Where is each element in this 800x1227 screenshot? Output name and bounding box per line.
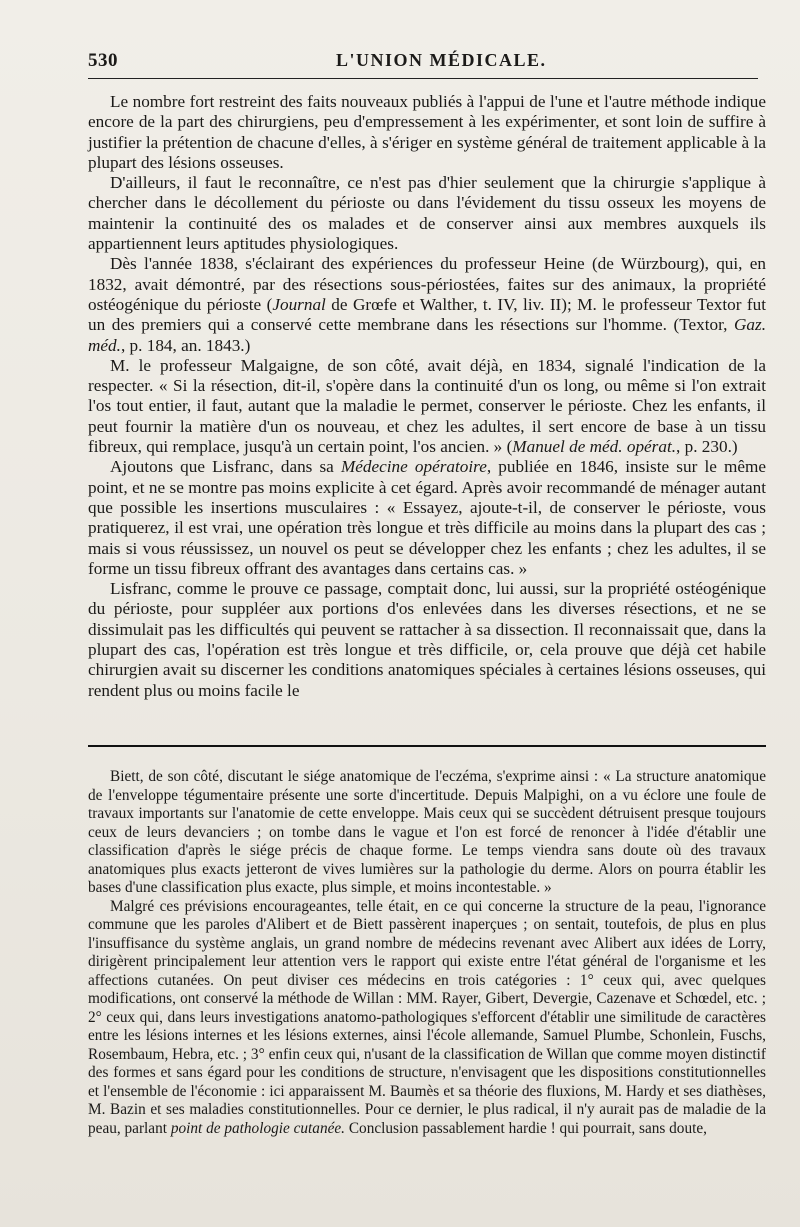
paragraph: M. le professeur Malgaigne, de son côté, avait déjà, en 1834, signalé l'indication de la respecter. « Si la résection, dit-il, s'opère dans la continuité d'un os long, ou même si l'on extrait l'os tout entier, il faut, autant que la maladie le permet, conserver le périoste. Chez les enfants, il peut fournir la matière d'un os nouveau, et chez les adultes, il sert encore de base à un tissu fibreux, qui remplace, jusqu'à un certain point, l'os ancien. » (Manuel de méd. opérat., p. 230.) xyxy=(88,355,766,457)
paragraph: Le nombre fort restreint des faits nouveaux publiés à l'appui de l'une et l'autre méthode indique encore de la part des chirurgiens, peu d'empressement à les expérimenter, et sont loin de suffire à justifier la prétention de chacune d'elles, à s'ériger en système général de traitement applicable à la plupart des lésions osseuses. xyxy=(88,92,766,172)
footnote-text xyxy=(88,768,766,1138)
paragraph: D'ailleurs, il faut le reconnaître, ce n'est pas d'hier seulement que la chirurgie s'applique à chercher dans le décollement du périoste ou dans l'évidement du tissu osseux les moyens de maintenir la continuité des os malades et de conserver ainsi aux membres auxquels ils appartiennent leurs aptitudes physiologiques. xyxy=(88,173,766,254)
paragraph: Lisfranc, comme le prouve ce passage, comptait donc, lui aussi, sur la propriété ostéogénique du périoste, pour suppléer aux portions d'os enlevées dans les diverses résections, et ne se dissimulait pas les difficultés qui peuvent se rattacher à sa dissection. Il reconnaissait que, dans la plupart des cas, l'opération est très longue et très difficile, or, cela prouve que déjà cet habile chirurgien avait su discerner les conditions anatomiques spéciales à certaines lésions osseuses, qui rendent plus ou moins facile le xyxy=(88,579,766,700)
page-number: 530 xyxy=(88,50,118,71)
header-rule xyxy=(88,78,758,79)
footnote-separator xyxy=(88,745,766,747)
main-article-text xyxy=(88,92,766,701)
footnote-paragraph: Malgré ces prévisions encourageantes, telle était, en ce qui concerne la structure de la peau, l'ignorance commune que les paroles d'Alibert et de Biett passèrent inaperçues ; on sentait, toutefois, de plus en plus l'insuffisance du système anglais, un grand nombre de médecins revenant avec Alibert aux idées de Lorry, dirigèrent principalement leur attention vers le rapport qui existe entre l'état général de l'organisme et les affections cutanées. On peut diviser ces médecins en trois catégories : 1° ceux qui, avec quelques modifications, ont conservé la méthode de Willan : MM. Rayer, Gibert, Devergie, Cazenave et Schœdel, etc. ; 2° ceux qui, dans leurs investigations anatomo-pathologiques s'efforcent d'établir une similitude de caractères entre les lésions internes et les lésions externes, ainsi l'école allemande, Samuel Plumbe, Schonlein, Fuschs, Rosembaum, Hebra, etc. ; 3° enfin ceux qui, n'usant de la classification de Willan que comme moyen distinctif des formes et sans égard pour les conditions de structure, n'envisagent que les dispositions constitutionnelles et l'ensemble de l'économie : ici apparaissent M. Baumès et sa théorie des fluxions, M. Hardy et ses diathèses, M. Bazin et ses maladies constitutionnelles. Pour ce dernier, le plus radical, il n'y aurait pas de maladie de la peau, parlant point de pathologie cutanée. Conclusion passablement hardie ! qui pourrait, sans doute, xyxy=(88,897,766,1137)
paragraph: Dès l'année 1838, s'éclairant des expériences du professeur Heine (de Würzbourg), qui, en 1832, avait démontré, par des résections sous-périostées, faites sur des animaux, la propriété ostéogénique du périoste (Journal de Grœfe et Walther, t. IV, liv. II); M. le professeur Textor fut un des premiers qui a conservé cette membrane dans les résections sur l'homme. (Textor, Gaz. méd., p. 184, an. 1843.) xyxy=(88,254,766,355)
footnote-paragraph: Biett, de son côté, discutant le siége anatomique de l'eczéma, s'exprime ainsi : « La structure anatomique de l'enveloppe tégumentaire présente une sorte d'incertitude. Depuis Malpighi, on a vu éclore une foule de travaux importants sur l'anatomie de cette enveloppe. Mais ceux qui se succèdent détruisent presque toujours ceux de leurs devanciers ; on tombe dans le vague et l'on est forcé de renoncer à l'idée d'établir une classification d'après le siége précis de chaque forme. Le temps viendra sans doute où des travaux anatomiques plus exacts jetteront de vives lumières sur la pathologie du derme. Alors on pourra établir les bases d'une classification plus exacte, plus simple, et moins incontestable. » xyxy=(88,768,766,896)
paragraph: Ajoutons que Lisfranc, dans sa Médecine opératoire, publiée en 1846, insiste sur le même point, et ne se montre pas moins explicite à cet égard. Après avoir recommandé de ménager autant que possible les insertions musculaires : « Essayez, ajoute-t-il, de conserver le périoste, vous pratiquerez, il est vrai, une opération très longue et très difficile au moins dans la plupart des cas ; mais si vous réussissez, un nouvel os peut se développer chez les enfants ; chez les adultes, il se forme un tissu fibreux offrant des avantages dans certains cas. » xyxy=(88,457,766,578)
page-header xyxy=(88,46,758,82)
running-title: L'UNION MÉDICALE. xyxy=(336,50,547,70)
